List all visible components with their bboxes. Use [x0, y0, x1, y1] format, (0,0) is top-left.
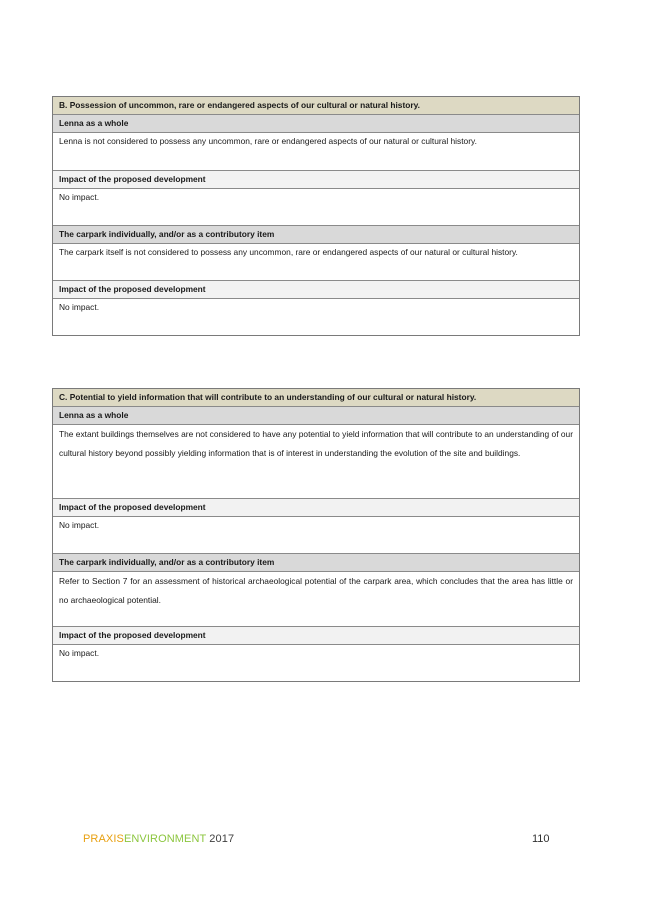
row-heading: The carpark individually, and/or as a contributory item — [53, 226, 579, 244]
row-heading: Impact of the proposed development — [53, 171, 579, 189]
criterion-c-table — [52, 388, 580, 682]
row-heading: Lenna as a whole — [53, 407, 579, 425]
page-number: 110 — [532, 833, 550, 845]
row-heading: The carpark individually, and/or as a contributory item — [53, 554, 579, 572]
brand-environment: ENVIRONMENT — [123, 833, 207, 845]
row-heading: Lenna as a whole — [53, 115, 579, 133]
row-text: No impact. — [53, 189, 579, 226]
row-text: The extant buildings themselves are not considered to have any potential to yield information that will contribute to an understanding of our cultural history beyond possibly yielding information that is of interest in understanding the evolution of the site and buildings. — [53, 425, 579, 499]
criterion-c-title: C. Potential to yield information that will contribute to an understanding of our cultural or natural history. — [53, 389, 579, 407]
row-text: No impact. — [53, 299, 579, 335]
row-heading: Impact of the proposed development — [53, 627, 579, 645]
criterion-b-title: B. Possession of uncommon, rare or endangered aspects of our cultural or natural history. — [53, 97, 579, 115]
criterion-b-table — [52, 96, 580, 336]
row-text: No impact. — [53, 517, 579, 554]
row-heading: Impact of the proposed development — [53, 281, 579, 299]
brand-praxis: PRAXIS — [83, 833, 124, 845]
footer-brand — [83, 833, 234, 845]
row-text: The carpark itself is not considered to possess any uncommon, rare or endangered aspects of our natural or cultural history. — [53, 244, 579, 281]
footer-year: 2017 — [206, 833, 235, 845]
row-heading: Impact of the proposed development — [53, 499, 579, 517]
row-text: No impact. — [53, 645, 579, 681]
row-text: Lenna is not considered to possess any uncommon, rare or endangered aspects of our natural or cultural history. — [53, 133, 579, 171]
row-text: Refer to Section 7 for an assessment of historical archaeological potential of the carpark area, which concludes that the area has little or no archaeological potential. — [53, 572, 579, 627]
